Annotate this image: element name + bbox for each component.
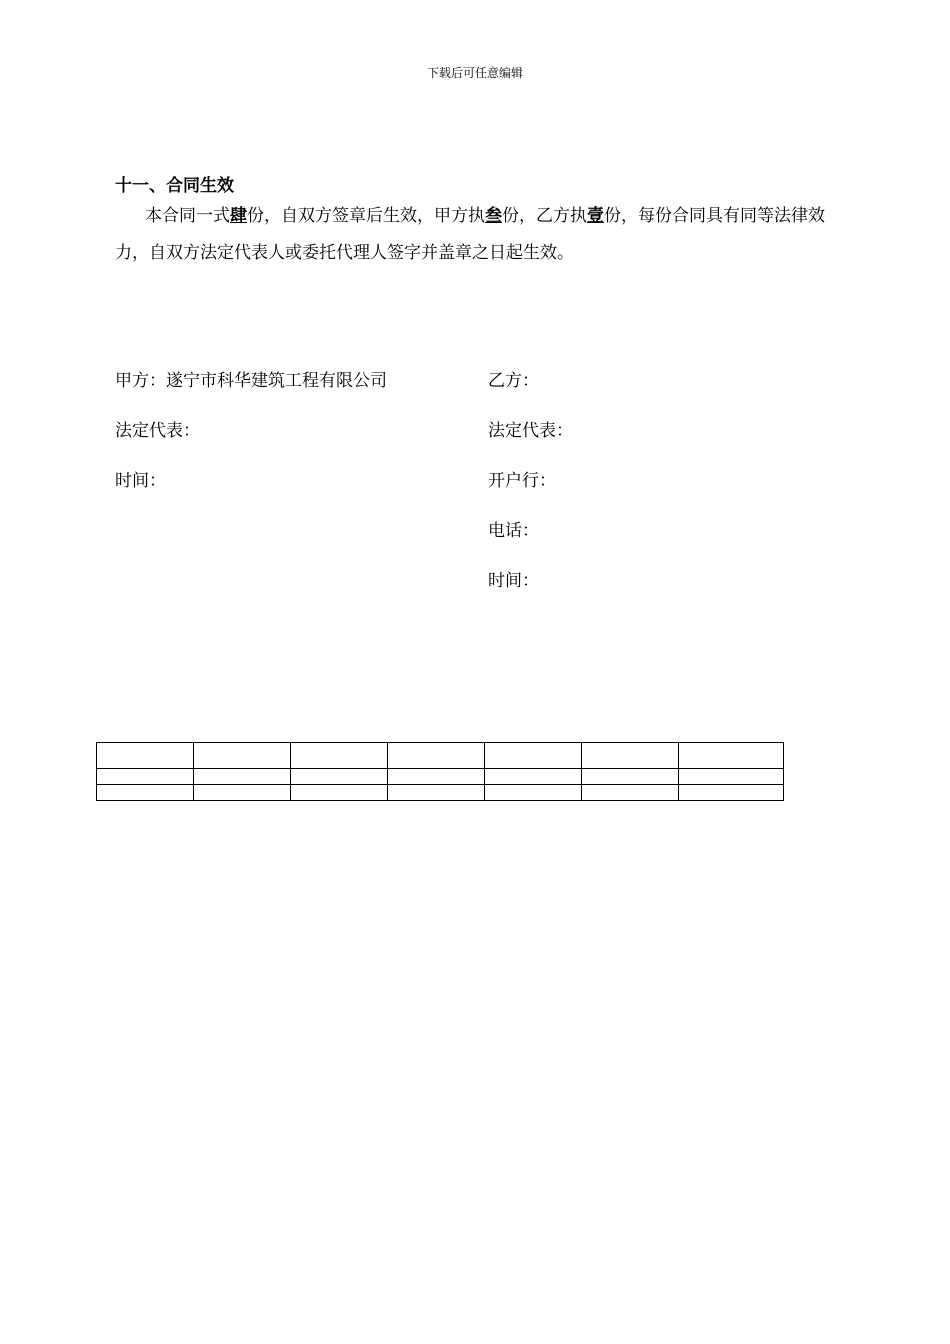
copies-party-a: 叁: [485, 206, 502, 226]
body-part-3: 份，乙方执: [502, 206, 587, 226]
table-cell: [679, 743, 784, 769]
table-row: [97, 769, 784, 785]
table-row: [97, 743, 784, 769]
table-cell: [582, 785, 679, 801]
table-cell: [97, 769, 194, 785]
body-part-2: 份，自双方签章后生效，甲方执: [247, 206, 485, 226]
table-cell: [194, 743, 291, 769]
table-row: [97, 785, 784, 801]
contract-effect-paragraph: [115, 198, 835, 272]
party-a-time-label: 时间：: [115, 471, 166, 491]
table-cell: [97, 785, 194, 801]
table-cell: [582, 769, 679, 785]
party-b-time-label: 时间：: [488, 571, 539, 591]
party-b-name-label: 乙方：: [488, 371, 539, 391]
party-b-representative-label: 法定代表：: [488, 421, 573, 441]
table-cell: [291, 785, 388, 801]
body-part-1: 本合同一式: [145, 206, 230, 226]
copies-total: 肆: [230, 206, 247, 226]
section-title: 十一、合同生效: [115, 176, 234, 196]
party-a-name: 甲方：遂宁市科华建筑工程有限公司: [115, 371, 387, 391]
empty-grid-table: [96, 742, 784, 801]
table-cell: [194, 769, 291, 785]
party-b-phone-label: 电话：: [488, 521, 539, 541]
table-cell: [485, 743, 582, 769]
copies-party-b: 壹: [587, 206, 604, 226]
table-cell: [291, 769, 388, 785]
body-part-4: 份，每份合同具有同等法律效力，自双方法定代表人或委托代理人签字并盖章之日起生效。: [115, 206, 825, 263]
table-cell: [679, 785, 784, 801]
table-cell: [485, 785, 582, 801]
table-cell: [388, 769, 485, 785]
party-b-bank-label: 开户行：: [488, 471, 556, 491]
table-cell: [291, 743, 388, 769]
party-a-representative-label: 法定代表：: [115, 421, 200, 441]
table-cell: [97, 743, 194, 769]
page-header: 下载后可任意编辑: [426, 66, 523, 80]
table-cell: [679, 769, 784, 785]
table-cell: [582, 743, 679, 769]
table-cell: [194, 785, 291, 801]
table-cell: [388, 785, 485, 801]
table-cell: [388, 743, 485, 769]
table-cell: [485, 769, 582, 785]
